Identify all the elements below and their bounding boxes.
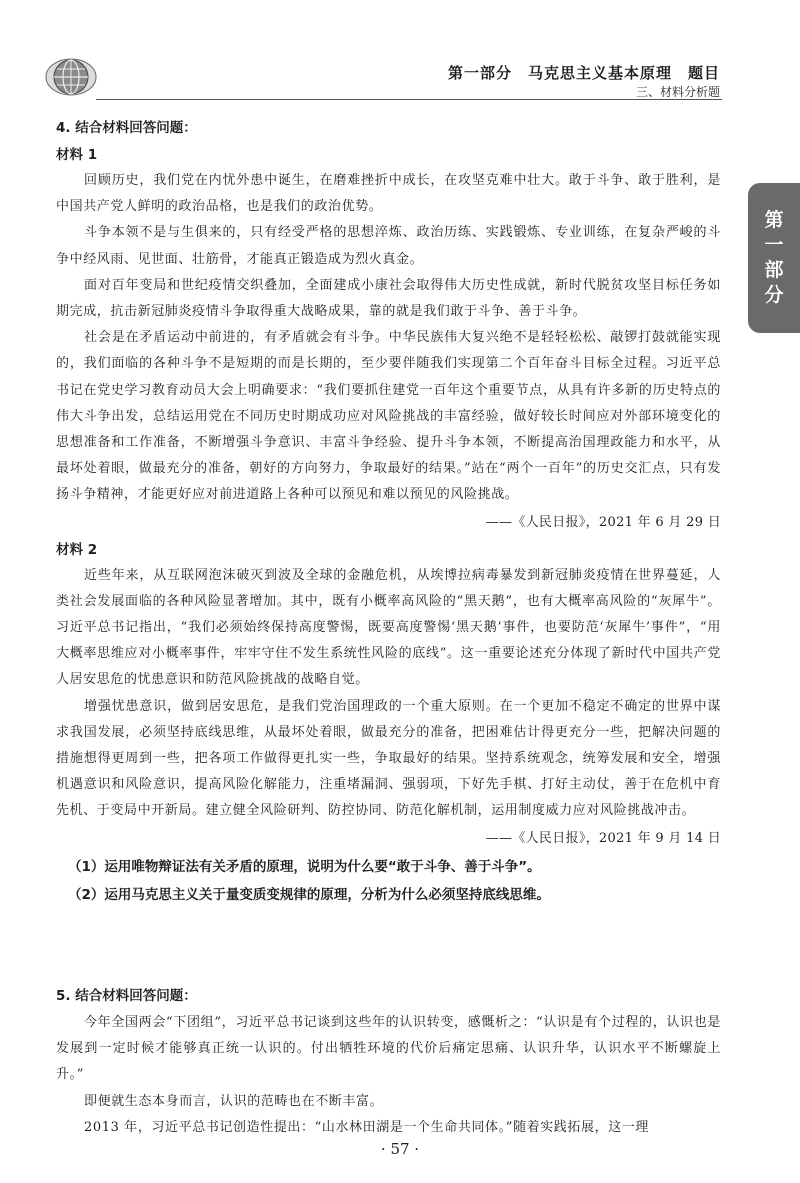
material-paragraph: 今年全国两会“下团组”，习近平总书记谈到这些年的认识转变，感慨析之：“认识是有个过程的，认识也是发展到一定时候才能够真正统一认识的。付出牺牲环境的代价后痛定思痛、认识升华，认识水平不断螺旋上升。” (56, 1015, 721, 1083)
material-label: 材料 1 (56, 147, 98, 163)
sub-question: （1）运用唯物辩证法有关矛盾的原理，说明为什么要“敢于斗争、善于斗争”。 (68, 858, 541, 875)
material-paragraph: 面对百年变局和世纪疫情交织叠加，全面建成小康社会取得伟大历史性成就，新时代脱贫攻坚目标任务如期完成，抗击新冠肺炎疫情斗争取得重大战略成果，靠的就是我们敢于斗争、善于斗争。 (56, 277, 721, 320)
side-tab-char: 一 (764, 234, 784, 256)
side-tab-char: 第 (764, 209, 784, 231)
material-source: ——《人民日报》，2021 年 6 月 29 日 (485, 514, 721, 530)
material-paragraph: 回顾历史，我们党在内忧外患中诞生，在磨难挫折中成长，在攻坚克难中壮大。敢于斗争、敢于胜利，是中国共产党人鲜明的政治品格，也是我们的政治优势。 (56, 173, 721, 215)
globe-logo-icon (44, 50, 98, 104)
material-source: ——《人民日报》，2021 年 9 月 14 日 (485, 830, 721, 846)
material-paragraph: 社会是在矛盾运动中前进的，有矛盾就会有斗争。中华民族伟大复兴绝不是轻轻松松、敲锣打鼓就能实现的，我们面临的各种斗争不是短期的而是长期的，至少要伴随我们实现第二个百年奋斗目标全过程。习近平总书记在党史学习教育动员大会上明确要求：“我们要抓住建党一百年这个重要节点，从具有许多新的历史特点的伟大斗争出发，总结运用党在不同历史时期成功应对风险挑战的丰富经验，做好较长时间应对外部环境变化的思想准备和工作准备，不断增强斗争意识、丰富斗争经验、提升斗争本领，不断提高治国理政能力和水平，从最坏处着眼，做最充分的准备，朝好的方向努力，争取最好的结果。”站在“两个一百年”的历史交汇点，只有发扬斗争精神，才能更好应对前进道路上各种可以预见和难以预见的风险挑战。 (56, 330, 721, 503)
question-4 (56, 114, 721, 909)
question-5 (56, 982, 721, 1141)
section-side-tab (748, 183, 800, 333)
side-tab-char: 部 (764, 259, 784, 281)
header-title: 第一部分 马克思主义基本原理 题目 (447, 64, 720, 82)
question-heading: 4. 结合材料回答问题： (56, 120, 197, 136)
material-paragraph: 2013 年，习近平总书记创造性提出：“山水林田湖是一个生命共同体。”随着实践拓展，这一理 (84, 1119, 650, 1135)
page-number: · 57 · (380, 1140, 420, 1158)
sub-question: （2）运用马克思主义关于量变质变规律的原理，分析为什么必须坚持底线思维。 (68, 886, 550, 903)
material-paragraph: 即便就生态本身而言，认识的范畴也在不断丰富。 (84, 1093, 384, 1109)
material-label: 材料 2 (56, 541, 98, 558)
side-tab-char: 分 (764, 284, 784, 306)
material-paragraph: 斗争本领不是与生俱来的，只有经受严格的思想淬炼、政治历练、实践锻炼、专业训练，在复杂严峻的斗争中经风雨、见世面、壮筋骨，才能真正锻造成为烈火真金。 (56, 225, 721, 267)
material-paragraph: 近些年来，从互联网泡沫破灭到波及全球的金融危机，从埃博拉病毒暴发到新冠肺炎疫情在世界蔓延，人类社会发展面临的各种风险显著增加。其中，既有小概率高风险的“黑天鹅”，也有大概率高风险的“灰犀牛”。习近平总书记指出，“我们必须始终保持高度警惕，既要高度警惕‘黑天鹅’事件，也要防范‘灰犀牛’事件”，“用大概率思维应对小概率事件，牢牢守住不发生系统性风险的底线”。这一重要论述充分体现了新时代中国共产党人居安思危的忧患意识和防范风险挑战的战略自觉。 (56, 567, 721, 688)
question-heading: 5. 结合材料回答问题： (56, 988, 197, 1004)
material-paragraph: 增强忧患意识，做到居安思危，是我们党治国理政的一个重大原则。在一个更加不稳定不确定的世界中谋求我国发展，必须坚持底线思维，从最坏处着眼，做最充分的准备，把困难估计得更充分一些，把解决问题的措施想得更周到一些，把各项工作做得更扎实一些，争取最好的结果。坚持系统观念，统筹发展和安全，增强机遇意识和风险意识，提高风险化解能力，注重堵漏洞、强弱项，下好先手棋、打好主动仗，善于在危机中育先机、于变局中开新局。建立健全风险研判、防控协同、防范化解机制，运用制度威力应对风险挑战冲击。 (56, 698, 721, 819)
header-subtitle: 三、材料分析题 (635, 85, 720, 99)
header-divider (96, 99, 722, 100)
